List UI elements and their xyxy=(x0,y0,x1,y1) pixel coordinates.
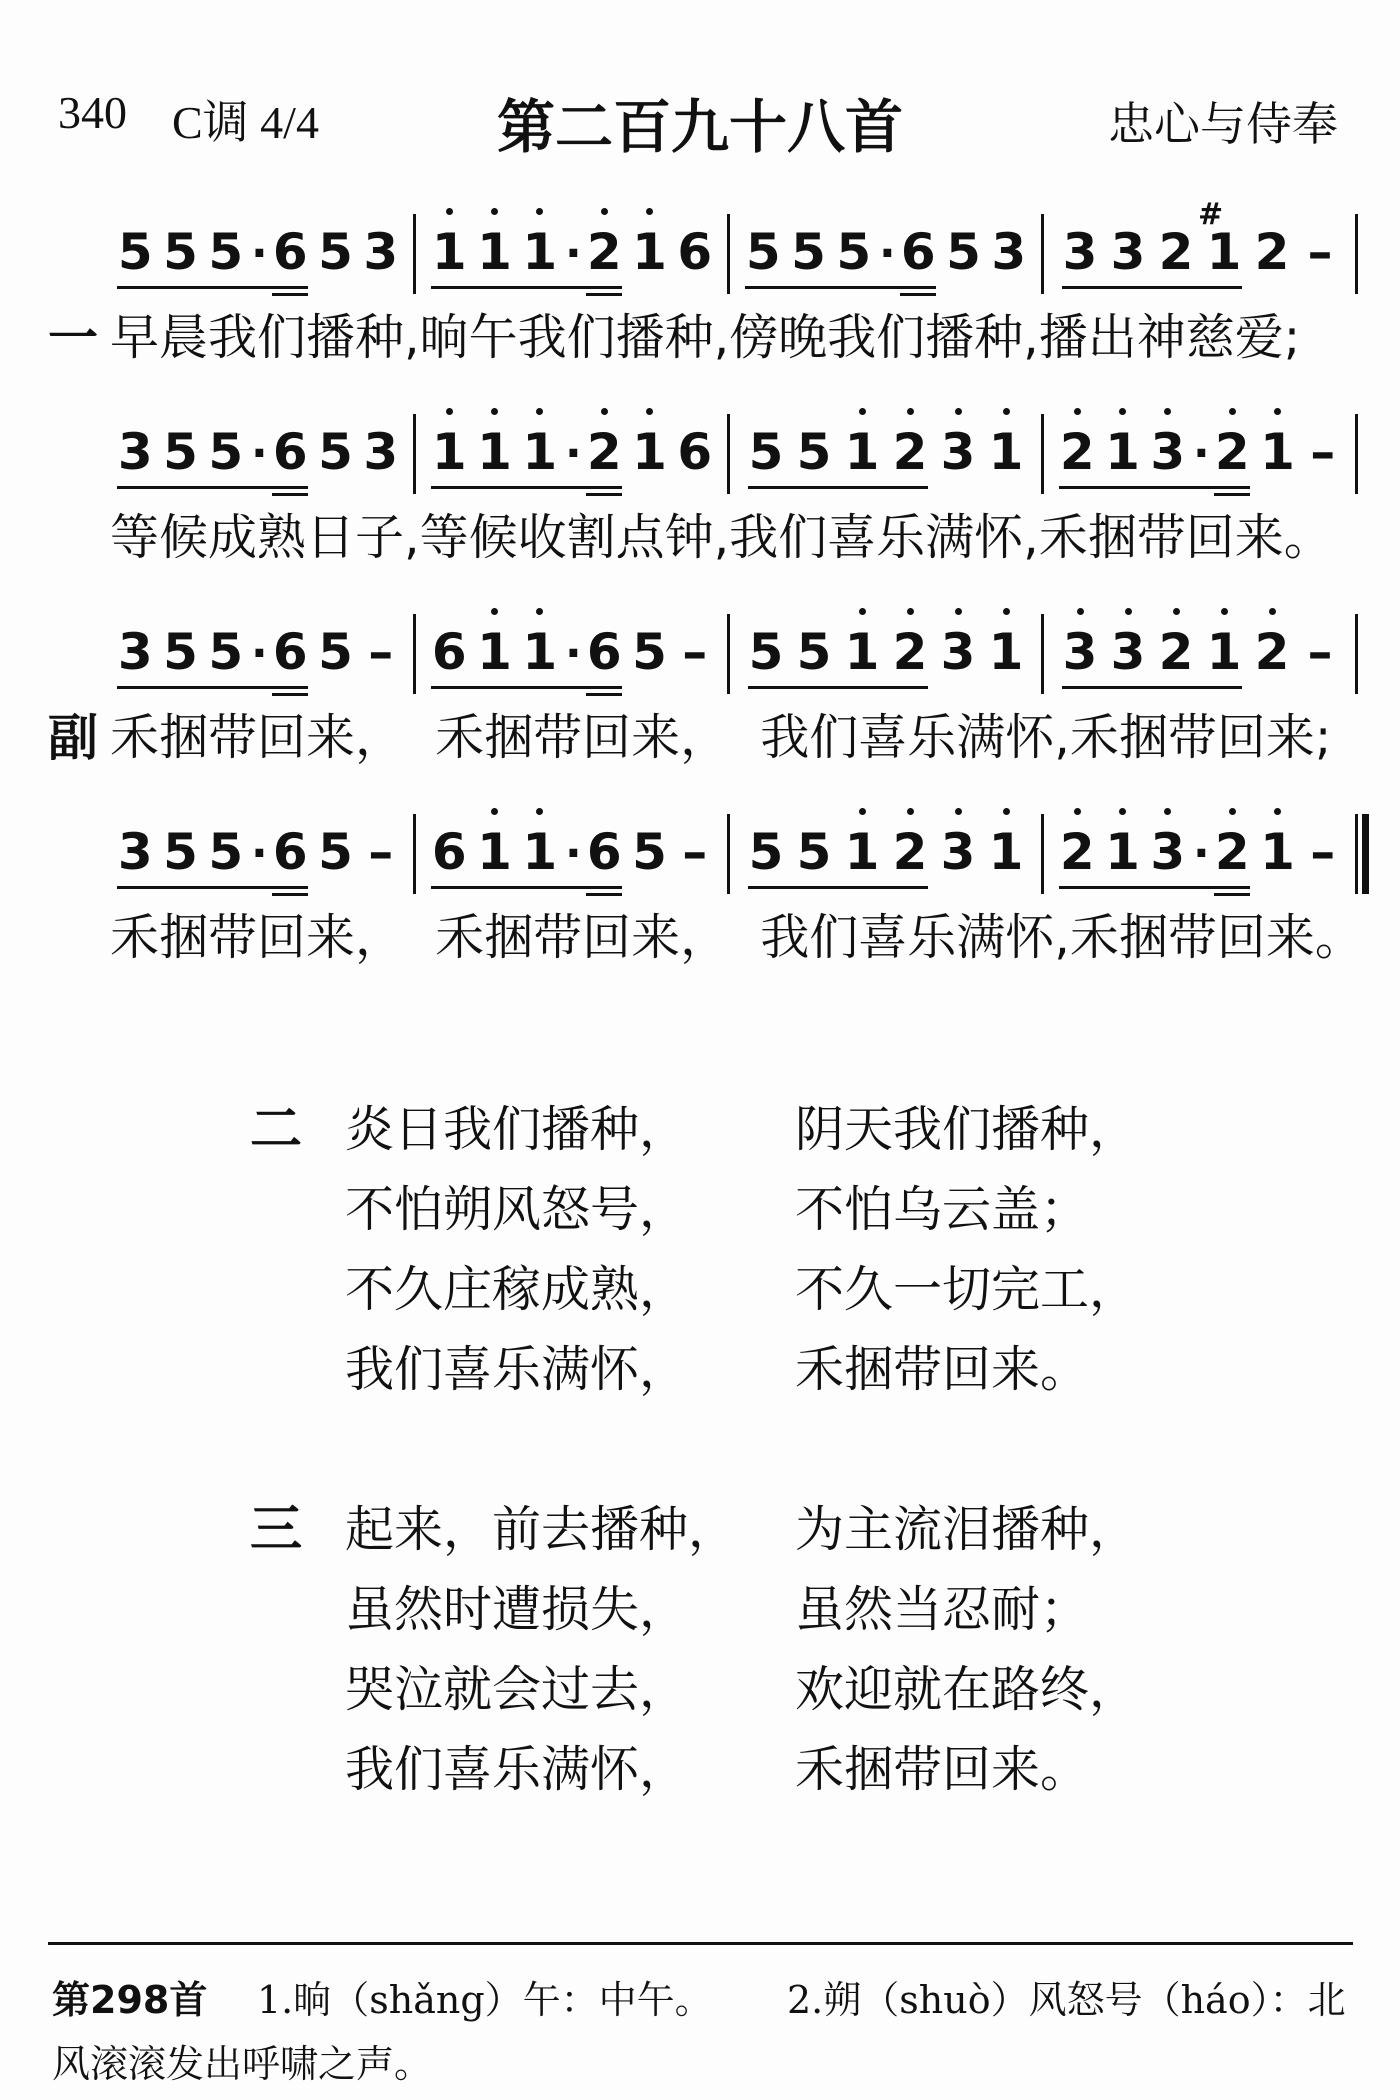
lyric-line: 禾捆带回来， 禾捆带回来， 我们喜乐满怀,禾捆带回来; xyxy=(110,709,1332,766)
note-digit: 5 xyxy=(163,423,198,481)
high-octave-dot xyxy=(1269,608,1276,615)
note-digit: 1 xyxy=(431,223,467,281)
verse-line: 不久庄稼成熟， xyxy=(345,1261,689,1318)
dash-note: – xyxy=(368,823,394,881)
page-number: 340 xyxy=(58,87,127,138)
lyric-line: 等候成熟日子,等候收割点钟,我们喜乐满怀,禾捆带回来。 xyxy=(110,509,1333,566)
sixteenth-underline xyxy=(272,893,308,896)
note-digit: 1 xyxy=(632,223,667,281)
footnote-item-continued: 风滚滚发出呼啸之声。 xyxy=(52,2042,433,2086)
note-digit: 1 xyxy=(522,823,558,881)
note-digit: 3 xyxy=(363,223,399,281)
dash-note: – xyxy=(1310,823,1336,881)
note-digit: 5 xyxy=(836,223,872,281)
verse-marker: 一 xyxy=(48,309,98,367)
note-digit: 2 xyxy=(1254,223,1290,281)
note-digit: 6 xyxy=(586,623,622,681)
eighth-underline xyxy=(748,886,928,889)
key-and-meter: C调 4/4 xyxy=(172,97,319,148)
eighth-underline xyxy=(117,486,308,489)
note-digit: 6 xyxy=(677,223,713,281)
augmentation-dot: · xyxy=(565,228,582,279)
note-digit: 2 xyxy=(1059,423,1095,481)
eighth-underline xyxy=(748,486,928,489)
verse-line: 炎日我们播种， xyxy=(345,1101,689,1158)
barline xyxy=(1041,414,1044,494)
high-octave-dot xyxy=(646,208,653,215)
note-digit: 5 xyxy=(632,823,667,881)
sharp-sign: # xyxy=(1198,197,1224,232)
note-digit: 6 xyxy=(586,823,622,881)
note-digit: 3 xyxy=(991,223,1027,281)
note-digit: 3 xyxy=(1062,223,1098,281)
high-octave-dot xyxy=(1074,808,1081,815)
final-barline xyxy=(1362,814,1369,894)
note-digit: 2 xyxy=(1158,223,1194,281)
barline xyxy=(413,614,416,694)
sixteenth-underline xyxy=(586,493,622,496)
high-octave-dot xyxy=(1221,608,1228,615)
chorus-marker: 副 xyxy=(48,709,98,767)
note-digit: 1 xyxy=(477,623,512,681)
high-octave-dot xyxy=(1173,608,1180,615)
eighth-underline xyxy=(117,286,308,289)
note-digit: 3 xyxy=(117,423,153,481)
note-digit: 3 xyxy=(1062,623,1098,681)
note-digit: 1 xyxy=(844,423,880,481)
eighth-underline xyxy=(745,286,936,289)
note-digit: 6 xyxy=(272,823,308,881)
high-octave-dot xyxy=(1229,808,1236,815)
augmentation-dot: · xyxy=(565,428,582,479)
note-digit: 1 xyxy=(522,423,558,481)
note-digit: 6 xyxy=(431,823,467,881)
footnote-divider xyxy=(48,1942,1353,1945)
note-digit: 1 xyxy=(988,423,1024,481)
high-octave-dot xyxy=(907,808,914,815)
note-digit: 1 xyxy=(988,623,1024,681)
note-digit: 5 xyxy=(208,623,244,681)
high-octave-dot xyxy=(1074,408,1081,415)
note-digit: 5 xyxy=(208,423,244,481)
augmentation-dot: · xyxy=(1193,828,1210,879)
lyric-line: 早晨我们播种,晌午我们播种,傍晚我们播种,播出神慈爱; xyxy=(110,309,1301,366)
hymn-category: 忠心与侍奉 xyxy=(1108,97,1338,151)
augmentation-dot: · xyxy=(251,428,268,479)
barline xyxy=(727,614,730,694)
note-digit: 6 xyxy=(431,623,467,681)
note-digit: 5 xyxy=(318,823,353,881)
note-digit: 2 xyxy=(1214,423,1250,481)
note-digit: 5 xyxy=(796,623,832,681)
high-octave-dot xyxy=(859,408,866,415)
note-digit: 3 xyxy=(940,423,976,481)
verse-line: 阴天我们播种， xyxy=(795,1101,1139,1158)
score-system xyxy=(0,600,1400,800)
barline xyxy=(413,814,416,894)
note-digit: 3 xyxy=(940,823,976,881)
note-digit: 2 xyxy=(892,823,928,881)
eighth-underline xyxy=(431,886,622,889)
verse-line: 虽然时遭损失， xyxy=(345,1581,689,1638)
eighth-underline xyxy=(1059,486,1250,489)
eighth-underline xyxy=(748,686,928,689)
note-digit: 5 xyxy=(208,223,244,281)
high-octave-dot xyxy=(907,408,914,415)
high-octave-dot xyxy=(536,608,543,615)
notation-row xyxy=(110,197,1350,300)
eighth-underline xyxy=(431,286,622,289)
high-octave-dot xyxy=(446,408,453,415)
high-octave-dot xyxy=(491,408,498,415)
note-digit: 1 xyxy=(632,423,667,481)
high-octave-dot xyxy=(536,208,543,215)
note-digit: 5 xyxy=(318,223,353,281)
note-digit: 2 xyxy=(1059,823,1095,881)
barline xyxy=(1355,614,1358,694)
note-digit: 2 xyxy=(892,423,928,481)
verse-line: 我们喜乐满怀， xyxy=(345,1741,689,1798)
verse-line: 禾捆带回来。 xyxy=(795,1341,1090,1398)
note-digit: 3 xyxy=(363,423,399,481)
eighth-underline xyxy=(1059,886,1250,889)
note-digit: 2 xyxy=(1158,623,1194,681)
footnote xyxy=(52,1968,1352,2086)
note-digit: 1 xyxy=(477,223,512,281)
notation-row xyxy=(110,400,1350,500)
note-digit: 5 xyxy=(745,223,781,281)
high-octave-dot xyxy=(1119,808,1126,815)
note-digit: 1 xyxy=(844,623,880,681)
note-digit: 6 xyxy=(677,423,713,481)
note-digit: 6 xyxy=(272,423,308,481)
sixteenth-underline xyxy=(900,293,936,296)
note-digit: 5 xyxy=(163,223,198,281)
note-digit: 2 xyxy=(1214,823,1250,881)
note-digit: 5 xyxy=(163,823,198,881)
verse-line: 起来，前去播种， xyxy=(345,1501,738,1558)
lyric-line: 禾捆带回来， 禾捆带回来， 我们喜乐满怀,禾捆带回来。 xyxy=(110,909,1364,966)
high-octave-dot xyxy=(1003,608,1010,615)
high-octave-dot xyxy=(1164,408,1171,415)
note-digit: 1 xyxy=(477,423,512,481)
high-octave-dot xyxy=(1164,808,1171,815)
note-digit: 1 xyxy=(844,823,880,881)
augmentation-dot: · xyxy=(251,628,268,679)
high-octave-dot xyxy=(1119,408,1126,415)
eighth-underline xyxy=(117,686,308,689)
dash-note: – xyxy=(1307,623,1333,681)
verse-line: 哭泣就会过去， xyxy=(345,1661,689,1718)
eighth-underline xyxy=(1062,686,1242,689)
dash-note: – xyxy=(682,623,708,681)
note-digit: 6 xyxy=(900,223,936,281)
note-digit: 2 xyxy=(1254,623,1290,681)
note-digit: 1 xyxy=(1206,223,1242,281)
score-system xyxy=(0,800,1400,1000)
barline xyxy=(727,214,730,294)
note-digit: 1 xyxy=(988,823,1024,881)
dash-note: – xyxy=(682,823,708,881)
high-octave-dot xyxy=(955,608,962,615)
verse-line: 不久一切完工， xyxy=(795,1261,1139,1318)
high-octave-dot xyxy=(1003,808,1010,815)
note-digit: 1 xyxy=(1260,823,1295,881)
high-octave-dot xyxy=(536,408,543,415)
barline xyxy=(413,214,416,294)
high-octave-dot xyxy=(859,808,866,815)
barline xyxy=(413,414,416,494)
high-octave-dot xyxy=(601,208,608,215)
eighth-underline xyxy=(117,886,308,889)
hymn-title: 第二百九十八首 xyxy=(496,93,903,161)
high-octave-dot xyxy=(491,608,498,615)
high-octave-dot xyxy=(955,808,962,815)
page-header xyxy=(0,0,1400,160)
verse-number: 二 xyxy=(250,1100,303,1160)
high-octave-dot xyxy=(1274,408,1281,415)
note-digit: 3 xyxy=(117,623,153,681)
sixteenth-underline xyxy=(272,293,308,296)
verse-line: 禾捆带回来。 xyxy=(795,1741,1090,1798)
note-digit: 1 xyxy=(1206,623,1242,681)
note-digit: 1 xyxy=(1105,823,1140,881)
footnote-label: 第298首 xyxy=(52,1978,208,2022)
note-digit: 1 xyxy=(1260,423,1295,481)
high-octave-dot xyxy=(536,808,543,815)
augmentation-dot: · xyxy=(565,828,582,879)
verse-line: 为主流泪播种， xyxy=(795,1501,1139,1558)
barline xyxy=(727,814,730,894)
note-digit: 5 xyxy=(791,223,826,281)
sixteenth-underline xyxy=(272,693,308,696)
note-digit: 3 xyxy=(1110,223,1146,281)
note-digit: 1 xyxy=(477,823,512,881)
note-digit: 2 xyxy=(892,623,928,681)
note-digit: 1 xyxy=(1105,423,1140,481)
sixteenth-underline xyxy=(586,293,622,296)
footnote-item: 1.晌（shǎng）午：中午。 xyxy=(257,1978,713,2022)
verse-line: 虽然当忍耐； xyxy=(795,1581,1090,1638)
high-octave-dot xyxy=(601,408,608,415)
verse-number: 三 xyxy=(250,1500,303,1560)
note-digit: 1 xyxy=(431,423,467,481)
high-octave-dot xyxy=(1003,408,1010,415)
score-system xyxy=(0,400,1400,600)
note-digit: 2 xyxy=(586,223,622,281)
sixteenth-underline xyxy=(586,893,622,896)
high-octave-dot xyxy=(907,608,914,615)
high-octave-dot xyxy=(859,608,866,615)
augmentation-dot: · xyxy=(1193,428,1210,479)
sixteenth-underline xyxy=(1214,493,1250,496)
note-digit: 1 xyxy=(522,223,558,281)
sixteenth-underline xyxy=(1214,893,1250,896)
note-digit: 3 xyxy=(1110,623,1146,681)
note-digit: 5 xyxy=(748,623,784,681)
high-octave-dot xyxy=(955,408,962,415)
note-digit: 5 xyxy=(318,623,353,681)
high-octave-dot xyxy=(446,208,453,215)
high-octave-dot xyxy=(1229,408,1236,415)
augmentation-dot: · xyxy=(251,228,268,279)
barline xyxy=(1355,214,1358,294)
verse-line: 欢迎就在路终， xyxy=(795,1661,1139,1718)
augmentation-dot: · xyxy=(565,628,582,679)
barline xyxy=(1041,614,1044,694)
dash-note: – xyxy=(1310,423,1336,481)
note-digit: 5 xyxy=(163,623,198,681)
dash-note: – xyxy=(368,623,394,681)
dash-note: – xyxy=(1307,223,1333,281)
score-system xyxy=(0,197,1400,400)
note-digit: 5 xyxy=(632,623,667,681)
note-digit: 5 xyxy=(318,423,353,481)
barline xyxy=(727,414,730,494)
note-digit: 6 xyxy=(272,223,308,281)
sixteenth-underline xyxy=(586,693,622,696)
note-digit: 5 xyxy=(796,423,832,481)
augmentation-dot: · xyxy=(251,828,268,879)
note-digit: 3 xyxy=(117,823,153,881)
eighth-underline xyxy=(431,486,622,489)
high-octave-dot xyxy=(491,808,498,815)
note-digit: 3 xyxy=(1150,823,1186,881)
note-digit: 5 xyxy=(748,823,784,881)
note-digit: 5 xyxy=(796,823,832,881)
sixteenth-underline xyxy=(272,493,308,496)
barline xyxy=(1355,414,1358,494)
high-octave-dot xyxy=(1125,608,1132,615)
note-digit: 6 xyxy=(272,623,308,681)
high-octave-dot xyxy=(1077,608,1084,615)
footnote-item: 2.朔（shuò）风怒号（háo）：北 xyxy=(787,1978,1346,2022)
verse-line: 不怕乌云盖； xyxy=(795,1181,1090,1238)
note-digit: 5 xyxy=(208,823,244,881)
note-digit: 3 xyxy=(1150,423,1186,481)
high-octave-dot xyxy=(646,408,653,415)
note-digit: 5 xyxy=(748,423,784,481)
high-octave-dot xyxy=(1274,808,1281,815)
notation-row xyxy=(110,600,1350,700)
note-digit: 5 xyxy=(117,223,153,281)
high-octave-dot xyxy=(491,208,498,215)
barline xyxy=(1355,814,1358,894)
barline xyxy=(1041,814,1044,894)
eighth-underline xyxy=(1062,286,1242,289)
verse-line: 不怕朔风怒号， xyxy=(345,1181,689,1238)
note-digit: 2 xyxy=(586,423,622,481)
augmentation-dot: · xyxy=(879,228,896,279)
note-digit: 1 xyxy=(522,623,558,681)
note-digit: 5 xyxy=(946,223,981,281)
verse-line: 我们喜乐满怀， xyxy=(345,1341,689,1398)
barline xyxy=(1041,214,1044,294)
notation-row xyxy=(110,800,1350,900)
note-digit: 3 xyxy=(940,623,976,681)
eighth-underline xyxy=(431,686,622,689)
